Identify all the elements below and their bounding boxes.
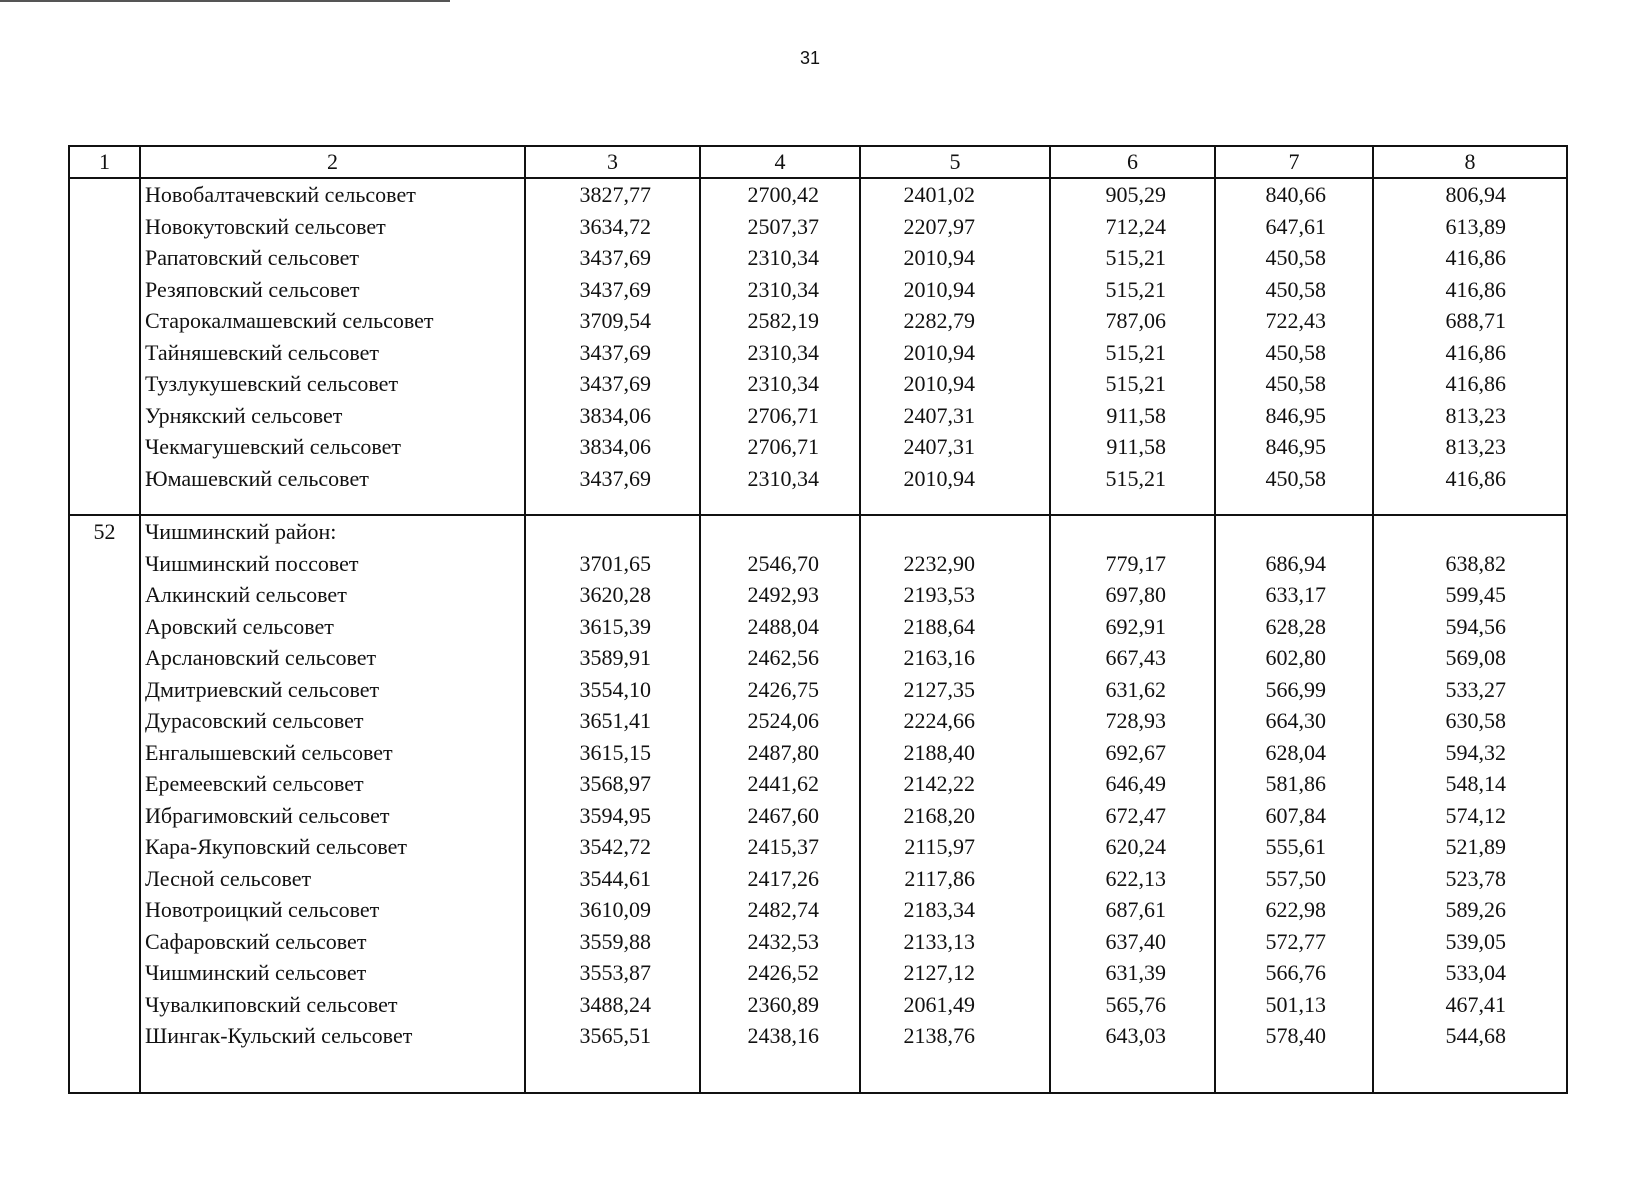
value-cell: 2188,64	[860, 611, 1050, 643]
value-cell: 416,86	[1373, 274, 1567, 306]
value-cell: 2232,90	[860, 548, 1050, 580]
value-cell: 2482,74	[700, 894, 860, 926]
value-cell: 2168,20	[860, 800, 1050, 832]
value-cell: 3610,09	[525, 894, 700, 926]
row-number-cell	[69, 305, 140, 337]
value-cell: 2438,16	[700, 1020, 860, 1052]
value-cell: 2127,12	[860, 957, 1050, 989]
column-header: 5	[860, 146, 1050, 178]
value-cell: 2117,86	[860, 863, 1050, 895]
value-cell: 631,39	[1050, 957, 1215, 989]
value-cell: 3542,72	[525, 831, 700, 863]
row-number-cell	[69, 463, 140, 495]
column-header: 6	[1050, 146, 1215, 178]
table-row	[69, 926, 1567, 958]
column-header: 1	[69, 146, 140, 178]
row-number-cell	[69, 368, 140, 400]
value-cell: 2310,34	[700, 274, 860, 306]
settlement-name-cell: Чишминский сельсовет	[140, 957, 525, 989]
settlement-name-cell: Тайняшевский сельсовет	[140, 337, 525, 369]
value-cell: 450,58	[1215, 274, 1373, 306]
value-cell: 589,26	[1373, 894, 1567, 926]
empty-cell	[69, 494, 140, 515]
row-number-cell	[69, 548, 140, 580]
settlement-name-cell: Урнякский сельсовет	[140, 400, 525, 432]
value-cell: 3651,41	[525, 705, 700, 737]
value-cell: 813,23	[1373, 431, 1567, 463]
value-cell: 3615,39	[525, 611, 700, 643]
table-row	[69, 274, 1567, 306]
table-row	[69, 178, 1567, 211]
value-cell: 692,91	[1050, 611, 1215, 643]
settlement-name-cell: Кара-Якуповский сельсовет	[140, 831, 525, 863]
empty-cell	[1373, 494, 1567, 515]
table-row	[69, 431, 1567, 463]
value-cell: 2310,34	[700, 368, 860, 400]
value-cell: 574,12	[1373, 800, 1567, 832]
value-cell: 572,77	[1215, 926, 1373, 958]
value-cell: 628,28	[1215, 611, 1373, 643]
value-cell: 594,56	[1373, 611, 1567, 643]
table-row	[69, 800, 1567, 832]
settlement-name-cell: Рапатовский сельсовет	[140, 242, 525, 274]
value-cell: 2282,79	[860, 305, 1050, 337]
value-cell: 515,21	[1050, 368, 1215, 400]
settlement-name-cell: Чишминский поссовет	[140, 548, 525, 580]
value-cell: 2407,31	[860, 400, 1050, 432]
value-cell: 450,58	[1215, 463, 1373, 495]
table-row	[69, 894, 1567, 926]
value-cell: 2360,89	[700, 989, 860, 1021]
value-cell: 2432,53	[700, 926, 860, 958]
table-row	[69, 337, 1567, 369]
value-cell: 2010,94	[860, 242, 1050, 274]
empty-cell	[525, 494, 700, 515]
empty-cell	[860, 494, 1050, 515]
empty-cell	[1373, 1052, 1567, 1093]
value-cell: 2407,31	[860, 431, 1050, 463]
value-cell: 628,04	[1215, 737, 1373, 769]
value-cell: 581,86	[1215, 768, 1373, 800]
row-number-cell	[69, 274, 140, 306]
value-cell: 2207,97	[860, 211, 1050, 243]
value-cell: 3568,97	[525, 768, 700, 800]
value-cell: 3834,06	[525, 400, 700, 432]
value-cell: 533,27	[1373, 674, 1567, 706]
settlement-name-cell: Ибрагимовский сельсовет	[140, 800, 525, 832]
value-cell: 416,86	[1373, 242, 1567, 274]
value-cell: 613,89	[1373, 211, 1567, 243]
value-cell: 548,14	[1373, 768, 1567, 800]
value-cell: 3437,69	[525, 274, 700, 306]
value-cell: 566,99	[1215, 674, 1373, 706]
settlement-name-cell: Новобалтачевский сельсовет	[140, 178, 525, 211]
value-cell: 779,17	[1050, 548, 1215, 580]
value-cell: 3554,10	[525, 674, 700, 706]
table-row	[69, 768, 1567, 800]
value-cell: 2467,60	[700, 800, 860, 832]
table-row	[69, 737, 1567, 769]
value-cell: 911,58	[1050, 400, 1215, 432]
value-cell: 523,78	[1373, 863, 1567, 895]
empty-cell	[1215, 515, 1373, 548]
value-cell: 3589,91	[525, 642, 700, 674]
row-number-cell	[69, 242, 140, 274]
row-number-cell	[69, 611, 140, 643]
value-cell: 450,58	[1215, 337, 1373, 369]
settlement-name-cell: Дмитриевский сельсовет	[140, 674, 525, 706]
value-cell: 565,76	[1050, 989, 1215, 1021]
value-cell: 2426,52	[700, 957, 860, 989]
empty-cell	[525, 515, 700, 548]
value-cell: 2188,40	[860, 737, 1050, 769]
settlement-name-cell: Чувалкиповский сельсовет	[140, 989, 525, 1021]
row-number-cell	[69, 400, 140, 432]
value-cell: 2507,37	[700, 211, 860, 243]
value-cell: 2010,94	[860, 463, 1050, 495]
value-cell: 3709,54	[525, 305, 700, 337]
empty-cell	[860, 1052, 1050, 1093]
value-cell: 2010,94	[860, 337, 1050, 369]
table-row	[69, 242, 1567, 274]
district-heading-row	[69, 515, 1567, 548]
settlement-name-cell: Чекмагушевский сельсовет	[140, 431, 525, 463]
value-cell: 2524,06	[700, 705, 860, 737]
scan-top-edge-line	[0, 0, 450, 2]
spacer-row	[69, 1052, 1567, 1093]
value-cell: 2401,02	[860, 178, 1050, 211]
value-cell: 686,94	[1215, 548, 1373, 580]
row-number-cell	[69, 674, 140, 706]
value-cell: 2426,75	[700, 674, 860, 706]
value-cell: 555,61	[1215, 831, 1373, 863]
settlement-name-cell: Старокалмашевский сельсовет	[140, 305, 525, 337]
value-cell: 2115,97	[860, 831, 1050, 863]
value-cell: 602,80	[1215, 642, 1373, 674]
value-cell: 544,68	[1373, 1020, 1567, 1052]
table-row	[69, 1020, 1567, 1052]
value-cell: 2010,94	[860, 274, 1050, 306]
row-number-cell	[69, 178, 140, 211]
value-cell: 846,95	[1215, 400, 1373, 432]
value-cell: 622,98	[1215, 894, 1373, 926]
table-body	[69, 178, 1567, 1093]
value-cell: 638,82	[1373, 548, 1567, 580]
value-cell: 2462,56	[700, 642, 860, 674]
settlement-name-cell: Новотроицкий сельсовет	[140, 894, 525, 926]
row-number-cell	[69, 737, 140, 769]
value-cell: 3559,88	[525, 926, 700, 958]
table-row	[69, 989, 1567, 1021]
value-cell: 2138,76	[860, 1020, 1050, 1052]
table-row	[69, 400, 1567, 432]
empty-cell	[140, 1052, 525, 1093]
value-cell: 3620,28	[525, 579, 700, 611]
value-cell: 2706,71	[700, 400, 860, 432]
column-header: 7	[1215, 146, 1373, 178]
value-cell: 672,47	[1050, 800, 1215, 832]
value-cell: 664,30	[1215, 705, 1373, 737]
table-row	[69, 957, 1567, 989]
value-cell: 630,58	[1373, 705, 1567, 737]
value-cell: 688,71	[1373, 305, 1567, 337]
empty-cell	[700, 494, 860, 515]
table-row	[69, 863, 1567, 895]
value-cell: 3834,06	[525, 431, 700, 463]
value-cell: 3437,69	[525, 242, 700, 274]
settlement-name-cell: Дурасовский сельсовет	[140, 705, 525, 737]
data-table	[68, 145, 1568, 1094]
value-cell: 3437,69	[525, 337, 700, 369]
empty-cell	[69, 1052, 140, 1093]
table-row	[69, 611, 1567, 643]
value-cell: 620,24	[1050, 831, 1215, 863]
spacer-row	[69, 494, 1567, 515]
value-cell: 557,50	[1215, 863, 1373, 895]
table-row	[69, 705, 1567, 737]
value-cell: 3701,65	[525, 548, 700, 580]
row-number-cell	[69, 800, 140, 832]
page-number: 31	[799, 48, 821, 68]
value-cell: 3488,24	[525, 989, 700, 1021]
settlement-name-cell: Сафаровский сельсовет	[140, 926, 525, 958]
value-cell: 416,86	[1373, 368, 1567, 400]
value-cell: 643,03	[1050, 1020, 1215, 1052]
empty-cell	[1050, 515, 1215, 548]
row-number-cell	[69, 957, 140, 989]
empty-cell	[700, 1052, 860, 1093]
district-heading-cell: Чишминский район:	[140, 515, 525, 548]
value-cell: 3553,87	[525, 957, 700, 989]
table-row	[69, 579, 1567, 611]
column-header: 3	[525, 146, 700, 178]
value-cell: 2310,34	[700, 242, 860, 274]
value-cell: 2441,62	[700, 768, 860, 800]
value-cell: 599,45	[1373, 579, 1567, 611]
value-cell: 416,86	[1373, 337, 1567, 369]
value-cell: 2417,26	[700, 863, 860, 895]
empty-cell	[525, 1052, 700, 1093]
value-cell: 450,58	[1215, 242, 1373, 274]
value-cell: 450,58	[1215, 368, 1373, 400]
value-cell: 3565,51	[525, 1020, 700, 1052]
value-cell: 905,29	[1050, 178, 1215, 211]
value-cell: 687,61	[1050, 894, 1215, 926]
value-cell: 467,41	[1373, 989, 1567, 1021]
value-cell: 515,21	[1050, 242, 1215, 274]
value-cell: 578,40	[1215, 1020, 1373, 1052]
value-cell: 515,21	[1050, 337, 1215, 369]
value-cell: 712,24	[1050, 211, 1215, 243]
table-row	[69, 211, 1567, 243]
row-number-cell	[69, 579, 140, 611]
row-number-cell	[69, 863, 140, 895]
row-number-cell	[69, 1020, 140, 1052]
value-cell: 846,95	[1215, 431, 1373, 463]
value-cell: 692,67	[1050, 737, 1215, 769]
settlement-name-cell: Резяповский сельсовет	[140, 274, 525, 306]
value-cell: 2224,66	[860, 705, 1050, 737]
value-cell: 2700,42	[700, 178, 860, 211]
value-cell: 3615,15	[525, 737, 700, 769]
value-cell: 416,86	[1373, 463, 1567, 495]
value-cell: 2127,35	[860, 674, 1050, 706]
value-cell: 3634,72	[525, 211, 700, 243]
value-cell: 3437,69	[525, 463, 700, 495]
value-cell: 2010,94	[860, 368, 1050, 400]
value-cell: 3594,95	[525, 800, 700, 832]
value-cell: 637,40	[1050, 926, 1215, 958]
value-cell: 646,49	[1050, 768, 1215, 800]
settlement-name-cell: Алкинский сельсовет	[140, 579, 525, 611]
settlement-name-cell: Арслановский сельсовет	[140, 642, 525, 674]
value-cell: 515,21	[1050, 463, 1215, 495]
empty-cell	[700, 515, 860, 548]
empty-cell	[1373, 515, 1567, 548]
value-cell: 569,08	[1373, 642, 1567, 674]
district-number-cell: 52	[69, 515, 140, 548]
value-cell: 2183,34	[860, 894, 1050, 926]
value-cell: 840,66	[1215, 178, 1373, 211]
value-cell: 2310,34	[700, 463, 860, 495]
table-row	[69, 642, 1567, 674]
row-number-cell	[69, 926, 140, 958]
value-cell: 2193,53	[860, 579, 1050, 611]
value-cell: 667,43	[1050, 642, 1215, 674]
empty-cell	[1215, 1052, 1373, 1093]
value-cell: 539,05	[1373, 926, 1567, 958]
value-cell: 2133,13	[860, 926, 1050, 958]
row-number-cell	[69, 705, 140, 737]
settlement-name-cell: Новокутовский сельсовет	[140, 211, 525, 243]
value-cell: 2546,70	[700, 548, 860, 580]
settlement-name-cell: Енгалышевский сельсовет	[140, 737, 525, 769]
empty-cell	[860, 515, 1050, 548]
value-cell: 2061,49	[860, 989, 1050, 1021]
value-cell: 2706,71	[700, 431, 860, 463]
value-cell: 607,84	[1215, 800, 1373, 832]
value-cell: 501,13	[1215, 989, 1373, 1021]
value-cell: 2310,34	[700, 337, 860, 369]
table-row	[69, 305, 1567, 337]
value-cell: 2142,22	[860, 768, 1050, 800]
value-cell: 722,43	[1215, 305, 1373, 337]
empty-cell	[140, 494, 525, 515]
settlement-name-cell: Тузлукушевский сельсовет	[140, 368, 525, 400]
row-number-cell	[69, 989, 140, 1021]
settlement-name-cell: Аровский сельсовет	[140, 611, 525, 643]
value-cell: 3437,69	[525, 368, 700, 400]
value-cell: 813,23	[1373, 400, 1567, 432]
row-number-cell	[69, 431, 140, 463]
table-row	[69, 368, 1567, 400]
header-row	[69, 146, 1567, 178]
table-row	[69, 674, 1567, 706]
settlement-name-cell: Еремеевский сельсовет	[140, 768, 525, 800]
empty-cell	[1050, 1052, 1215, 1093]
row-number-cell	[69, 894, 140, 926]
settlement-name-cell: Лесной сельсовет	[140, 863, 525, 895]
value-cell: 515,21	[1050, 274, 1215, 306]
value-cell: 3827,77	[525, 178, 700, 211]
settlement-name-cell: Юмашевский сельсовет	[140, 463, 525, 495]
table-row	[69, 548, 1567, 580]
value-cell: 622,13	[1050, 863, 1215, 895]
value-cell: 2487,80	[700, 737, 860, 769]
value-cell: 2415,37	[700, 831, 860, 863]
row-number-cell	[69, 768, 140, 800]
column-header: 4	[700, 146, 860, 178]
table-row	[69, 463, 1567, 495]
value-cell: 521,89	[1373, 831, 1567, 863]
table-row	[69, 831, 1567, 863]
value-cell: 2492,93	[700, 579, 860, 611]
value-cell: 2488,04	[700, 611, 860, 643]
settlement-name-cell: Шингак-Кульский сельсовет	[140, 1020, 525, 1052]
row-number-cell	[69, 337, 140, 369]
value-cell: 566,76	[1215, 957, 1373, 989]
value-cell: 3544,61	[525, 863, 700, 895]
value-cell: 787,06	[1050, 305, 1215, 337]
column-header: 2	[140, 146, 525, 178]
value-cell: 2163,16	[860, 642, 1050, 674]
column-header: 8	[1373, 146, 1567, 178]
value-cell: 647,61	[1215, 211, 1373, 243]
row-number-cell	[69, 831, 140, 863]
value-cell: 631,62	[1050, 674, 1215, 706]
value-cell: 806,94	[1373, 178, 1567, 211]
value-cell: 911,58	[1050, 431, 1215, 463]
value-cell: 728,93	[1050, 705, 1215, 737]
value-cell: 594,32	[1373, 737, 1567, 769]
value-cell: 533,04	[1373, 957, 1567, 989]
empty-cell	[1215, 494, 1373, 515]
value-cell: 633,17	[1215, 579, 1373, 611]
empty-cell	[1050, 494, 1215, 515]
value-cell: 697,80	[1050, 579, 1215, 611]
row-number-cell	[69, 642, 140, 674]
row-number-cell	[69, 211, 140, 243]
value-cell: 2582,19	[700, 305, 860, 337]
